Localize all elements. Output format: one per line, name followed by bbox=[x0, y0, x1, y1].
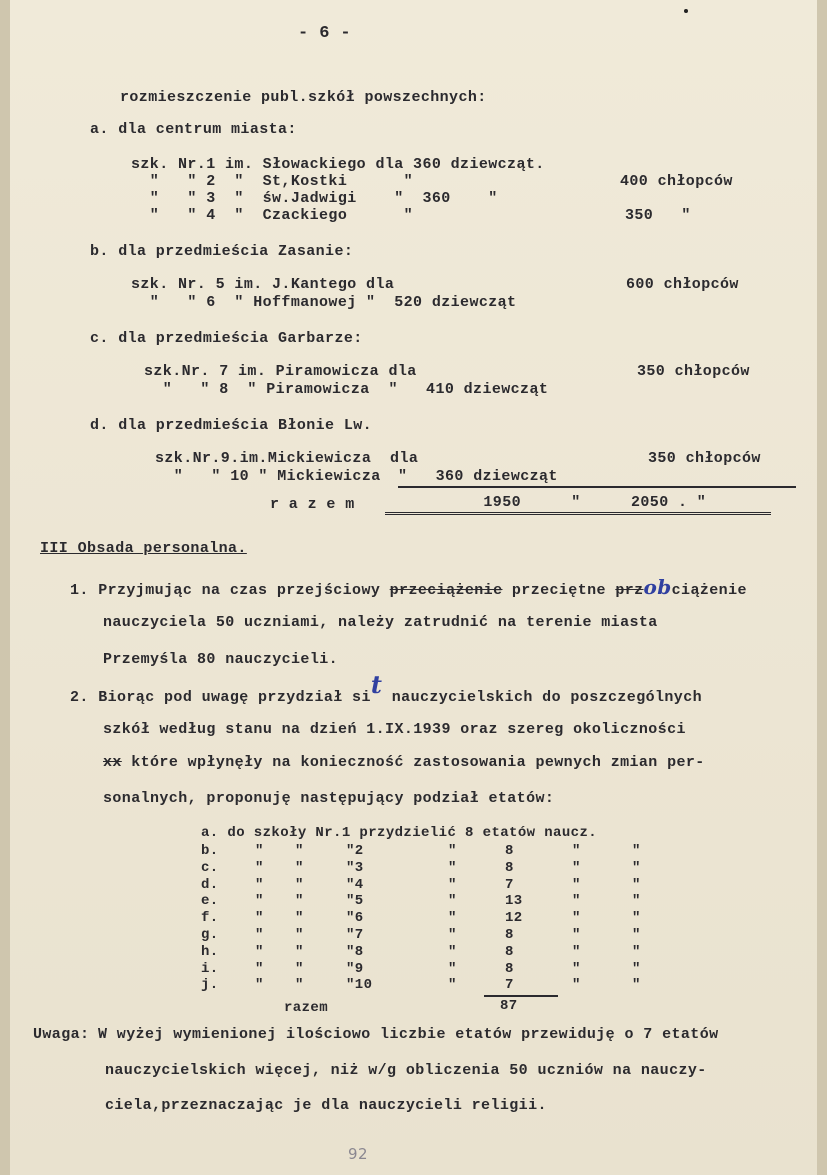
section-d-row-2-girls: " 360 dziewcząt bbox=[398, 468, 558, 485]
section-3-p1-line-2: nauczyciela 50 uczniami, należy zatrudnić na terenie miasta bbox=[103, 614, 658, 631]
allocation-row-ditto: " bbox=[572, 893, 581, 910]
allocation-row-ditto: " bbox=[255, 876, 264, 893]
allocation-row-ditto: " bbox=[255, 859, 264, 876]
allocation-row-ditto: " bbox=[448, 843, 457, 859]
allocation-row-ditto: " bbox=[632, 843, 641, 859]
allocation-row-etaty: 8 bbox=[505, 943, 514, 960]
allocation-row-school: "3 bbox=[346, 859, 364, 876]
note-line-1: W wyżej wymienionej ilościowo liczbie etatów przewiduję o 7 etatów bbox=[98, 1026, 719, 1043]
allocation-row-ditto: " bbox=[572, 943, 581, 960]
section-3-p1-line-3: Przemyśla 80 nauczycieli. bbox=[103, 651, 339, 668]
section-a-row-2: " " 2 " St,Kostki " bbox=[131, 173, 414, 190]
allocation-row-ditto: " bbox=[632, 977, 641, 994]
allocation-row-etaty: 13 bbox=[505, 893, 523, 910]
allocation-total-label: razem bbox=[284, 1000, 329, 1016]
section-c-row-1: szk.Nr. 7 im. Piramowicza dla bbox=[144, 363, 417, 380]
section-a-boys-1: 400 chłopców bbox=[620, 173, 733, 190]
allocation-row-ditto: " bbox=[295, 893, 304, 910]
right-page-edge bbox=[817, 0, 827, 1175]
section-c-header: c. dla przedmieścia Garbarze: bbox=[90, 330, 363, 347]
allocation-row-letter: d. bbox=[201, 876, 219, 893]
allocation-row-school: "9 bbox=[346, 960, 364, 977]
allocation-row-etaty: 8 bbox=[505, 927, 514, 943]
allocation-row-ditto: " bbox=[448, 876, 457, 893]
allocation-row-letter: b. bbox=[201, 843, 219, 859]
allocation-row-ditto: " bbox=[295, 876, 304, 893]
allocation-total-rule bbox=[484, 995, 558, 997]
total-boys: 2050 . " bbox=[631, 494, 771, 515]
p1-text-b: przeciętne bbox=[511, 582, 606, 599]
allocation-row-ditto: " bbox=[448, 910, 457, 927]
allocation-row-ditto: " bbox=[295, 927, 304, 943]
page-number: - 6 - bbox=[298, 24, 352, 43]
allocation-row-ditto: " bbox=[632, 927, 641, 943]
p2-text-a: 2. Biorąc pod uwagę przydział si bbox=[70, 689, 371, 706]
section-a-row-3: " " 3 " św.Jadwigi " 360 " bbox=[131, 190, 498, 207]
allocation-header: a. do szkoły Nr.1 przydzielić 8 etatów naucz. bbox=[201, 825, 598, 841]
allocation-row-ditto: " bbox=[572, 960, 581, 977]
allocation-row-ditto: " bbox=[448, 960, 457, 977]
allocation-row-letter: f. bbox=[201, 910, 219, 927]
allocation-row-etaty: 8 bbox=[505, 859, 514, 876]
allocation-row-ditto: " bbox=[448, 893, 457, 910]
allocation-row-ditto: " bbox=[632, 876, 641, 893]
allocation-row-ditto: " bbox=[255, 910, 264, 927]
p1-struck-prz: prz bbox=[615, 582, 644, 599]
allocation-row-letter: j. bbox=[201, 977, 219, 994]
section-b-boys: 600 chłopców bbox=[626, 276, 739, 293]
allocation-row-school: "7 bbox=[346, 927, 364, 943]
allocation-row-ditto: " bbox=[295, 910, 304, 927]
allocation-row-ditto: " bbox=[295, 843, 304, 859]
allocation-row-ditto: " bbox=[572, 910, 581, 927]
allocation-row-school: "5 bbox=[346, 893, 364, 910]
allocation-row-ditto: " bbox=[255, 977, 264, 994]
allocation-row-etaty: 7 bbox=[505, 977, 514, 994]
allocation-row-letter: e. bbox=[201, 893, 219, 910]
section-3-p2-line-4: sonalnych, proponuję następujący podział etatów: bbox=[103, 790, 555, 807]
allocation-row-ditto: " bbox=[572, 977, 581, 994]
allocation-row-school: "4 bbox=[346, 876, 364, 893]
section-c-row-2: " " 8 " Piramowicza " 410 dziewcząt bbox=[144, 381, 549, 398]
allocation-row-ditto: " bbox=[632, 893, 641, 910]
note-line-2: nauczycielskich więcej, niż w/g obliczenia 50 uczniów na nauczy- bbox=[105, 1062, 707, 1079]
intro-line: rozmieszczenie publ.szkół powszechnych: bbox=[120, 89, 487, 106]
section-b-header: b. dla przedmieścia Zasanie: bbox=[90, 243, 354, 260]
section-d-row-2: " " 10 " Mickiewicza bbox=[155, 468, 381, 485]
p2-text-b: nauczycielskich do poszczególnych bbox=[382, 689, 703, 706]
subtotal-rule bbox=[398, 486, 796, 488]
allocation-row-etaty: 12 bbox=[505, 910, 523, 927]
allocation-row-ditto: " bbox=[572, 859, 581, 876]
allocation-row-ditto: " bbox=[632, 910, 641, 927]
note-label: Uwaga: bbox=[33, 1026, 90, 1043]
allocation-row-ditto: " bbox=[448, 927, 457, 943]
total-ditto: " bbox=[521, 494, 631, 515]
total-label: r a z e m bbox=[270, 496, 355, 513]
section-3-title: III Obsada personalna. bbox=[40, 540, 247, 557]
allocation-row-letter: h. bbox=[201, 943, 219, 960]
section-d-boys: 350 chłopców bbox=[648, 450, 761, 467]
allocation-row-ditto: " bbox=[255, 943, 264, 960]
allocation-row-ditto: " bbox=[448, 859, 457, 876]
allocation-row-letter: c. bbox=[201, 859, 219, 876]
section-d-header: d. dla przedmieścia Błonie Lw. bbox=[90, 417, 373, 434]
allocation-row-ditto: " bbox=[255, 893, 264, 910]
section-3-p2-line-2: szkół według stanu na dzień 1.IX.1939 oraz szereg okoliczności bbox=[103, 721, 686, 738]
allocation-row-ditto: " bbox=[295, 859, 304, 876]
left-page-edge bbox=[0, 0, 10, 1175]
allocation-row-ditto: " bbox=[448, 943, 457, 960]
allocation-row-school: "2 bbox=[346, 843, 364, 859]
allocation-row-ditto: " bbox=[572, 843, 581, 859]
allocation-row-etaty: 7 bbox=[505, 876, 514, 893]
allocation-row-etaty: 8 bbox=[505, 843, 514, 859]
note-line-3: ciela,przeznaczając je dla nauczycieli religii. bbox=[105, 1097, 547, 1114]
section-c-boys: 350 chłopców bbox=[637, 363, 750, 380]
allocation-row-ditto: " bbox=[572, 876, 581, 893]
allocation-row-school: "6 bbox=[346, 910, 364, 927]
section-a-header: a. dla centrum miasta: bbox=[90, 121, 297, 138]
allocation-row-ditto: " bbox=[255, 927, 264, 943]
p2-struck-xx: xx bbox=[103, 754, 122, 771]
section-a-row-4: " " 4 " Czackiego " bbox=[131, 207, 414, 224]
allocation-row-letter: g. bbox=[201, 927, 219, 943]
allocation-row-ditto: " bbox=[295, 960, 304, 977]
allocation-row-ditto: " bbox=[255, 960, 264, 977]
allocation-row-letter: i. bbox=[201, 960, 219, 977]
allocation-row-ditto: " bbox=[295, 977, 304, 994]
handwritten-ob: ob bbox=[643, 575, 672, 599]
allocation-row-school: "8 bbox=[346, 943, 364, 960]
p2-text-c: które wpłynęły na konieczność zastosowania pewnych zmian per- bbox=[121, 754, 705, 771]
section-a-row-1: szk. Nr.1 im. Słowackiego dla 360 dziewcząt. bbox=[131, 156, 545, 173]
allocation-row-ditto: " bbox=[255, 843, 264, 859]
allocation-row-ditto: " bbox=[295, 943, 304, 960]
punch-dot bbox=[684, 9, 688, 13]
section-b-row-1: szk. Nr. 5 im. J.Kantego dla bbox=[131, 276, 395, 293]
section-d-row-1: szk.Nr.9.im.Mickiewicza dla bbox=[155, 450, 419, 467]
allocation-row-ditto: " bbox=[632, 943, 641, 960]
allocation-row-ditto: " bbox=[632, 859, 641, 876]
pencil-folio-number: 92 bbox=[348, 1145, 368, 1163]
total-girls: 1950 bbox=[385, 494, 521, 515]
p1-struck-word: przeciążenie bbox=[389, 582, 503, 599]
section-b-row-2: " " 6 " Hoffmanowej " 520 dziewcząt bbox=[131, 294, 517, 311]
allocation-row-ditto: " bbox=[632, 960, 641, 977]
section-a-boys-2: 350 " bbox=[625, 207, 691, 224]
allocation-row-ditto: " bbox=[572, 927, 581, 943]
section-3-p1-line-1 bbox=[70, 575, 747, 600]
p1-text-c: ciążenie bbox=[671, 582, 747, 599]
allocation-total-value: 87 bbox=[500, 998, 518, 1014]
section-3-p2-line-1 bbox=[70, 670, 703, 707]
allocation-row-ditto: " bbox=[448, 977, 457, 994]
section-3-p2-line-3 bbox=[103, 754, 705, 772]
handwritten-t: t bbox=[370, 670, 383, 699]
allocation-row-school: "10 bbox=[346, 977, 373, 994]
p1-text-a: 1. Przyjmując na czas przejściowy bbox=[70, 582, 381, 599]
allocation-row-etaty: 8 bbox=[505, 960, 514, 977]
